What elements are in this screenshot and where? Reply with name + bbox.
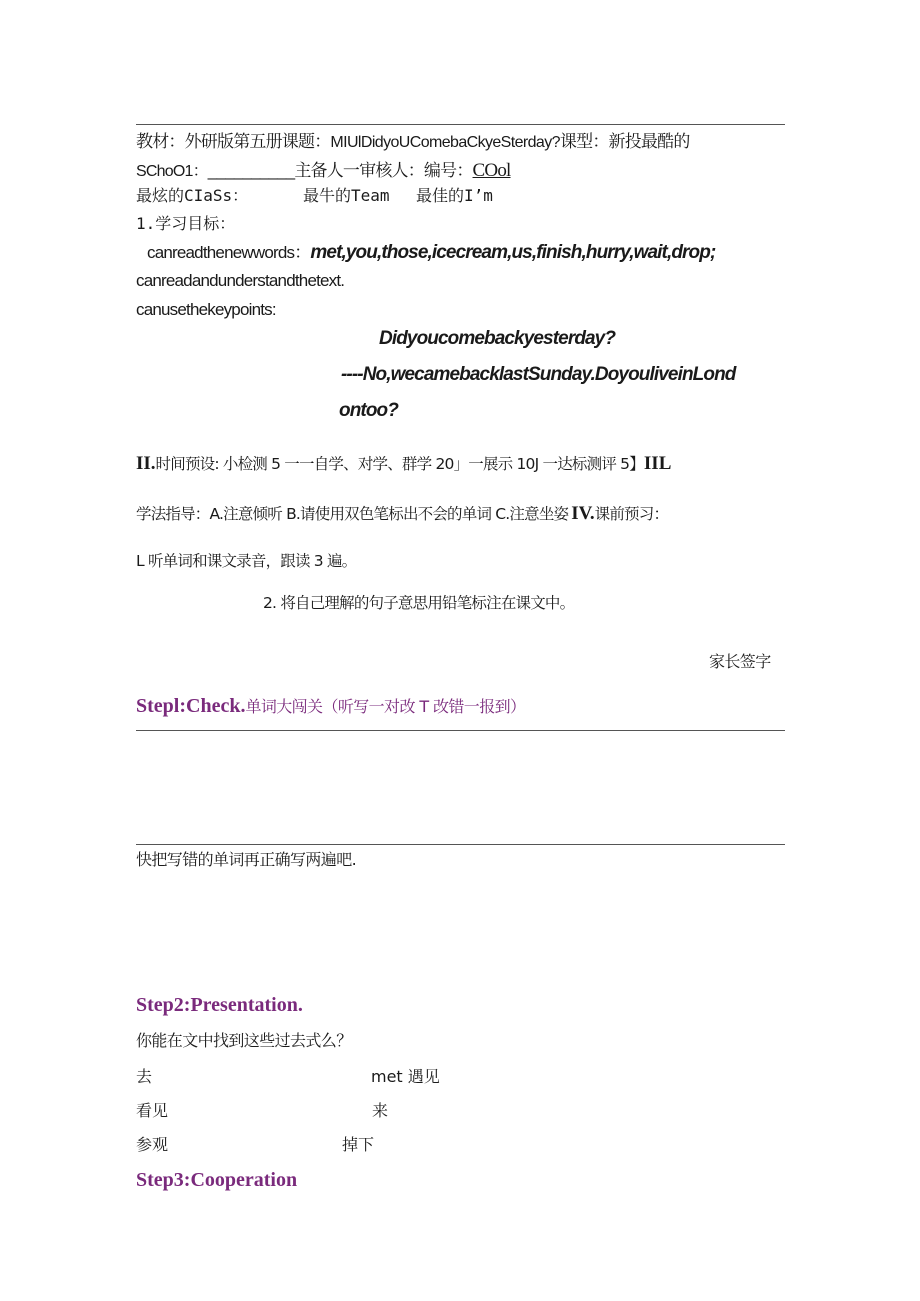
goals-line-1-prefix: canreadthenewwords： (147, 243, 311, 262)
roman-numeral-4: IV. (571, 503, 595, 524)
goals-heading: 1.学习目标： (136, 214, 236, 233)
step1-rewrite-instruction: 快把写错的单词再正确写两遍吧. (136, 850, 357, 869)
top-divider (136, 124, 785, 125)
key-point-1: Didyoucomebackyesterday? (379, 328, 616, 349)
class-label: 最炫的CIaSs： (136, 186, 249, 205)
new-words-list: met,you,those,icecream,us,finish,hurry,wait,drop; (310, 242, 716, 263)
step2-question: 你能在文中找到这些过去式么？ (136, 1031, 352, 1050)
method-text: 学法指导：A.注意倾听 B.请使用双色笔标出不会的单词 C.注意坐姿 (136, 505, 569, 523)
header-line-1 (136, 131, 690, 154)
me-label: 最佳的I’m (416, 186, 493, 205)
step3-title: Step3:Cooperation (136, 1169, 298, 1191)
team-label: 最牛的Team (303, 186, 390, 205)
school-blank: __________ (207, 161, 295, 180)
step2-title: Step2:Presentation. (136, 994, 303, 1016)
roles-label: 主备人一审核人：编号： (294, 161, 473, 181)
lesson-title: MIUlDidyoUComebaCkyeSterday? (330, 134, 560, 151)
roman-numeral-2: II. (136, 453, 156, 474)
past-tense-left-2: 看见 (136, 1101, 169, 1120)
preview-label: 课前预习： (594, 505, 669, 523)
preview-item-2: 2. 将自己理解的句子意思用铅笔标注在课文中。 (263, 594, 575, 612)
step1-title: Stepl:Check. (136, 695, 246, 717)
step1-divider-top (136, 730, 785, 731)
step1-subtitle: 单词大闯关（听写一对改 T 改错一报到） (245, 697, 526, 716)
goals-line-3: canusethekeypoints: (136, 300, 276, 319)
header-line-2 (136, 160, 511, 183)
textbook-label: 教材：外研版第五册课题： (136, 132, 331, 152)
method-line (136, 503, 668, 525)
timing-text: 时间预设: 小检测 5 一一自学、对学、群学 20」一展示 10J 一达标测评 5】 (155, 455, 644, 473)
lesson-type-label: 课型：新投最酷的 (559, 132, 690, 152)
past-tense-right-3: 掉下 (342, 1135, 375, 1154)
past-tense-left-1: 去 (136, 1067, 153, 1086)
past-tense-right-2: 来 (372, 1101, 389, 1120)
step1-divider-bottom (136, 844, 785, 845)
past-tense-right-1: met 遇见 (371, 1067, 440, 1086)
code-value: COol (472, 160, 511, 181)
step1-heading (136, 695, 525, 718)
past-tense-left-3: 参观 (136, 1135, 169, 1154)
school-label: SChoO1： (136, 163, 208, 180)
roman-numeral-3: IIL (643, 453, 672, 474)
header-line-3 (136, 185, 248, 207)
timing-line (136, 453, 671, 475)
key-point-2: ----No,wecamebacklastSunday.DoyouliveinLond (341, 364, 736, 385)
parent-signature-label: 家长签字 (709, 652, 771, 671)
goals-line-2: canreadandunderstandthetext. (136, 271, 345, 290)
preview-item-1: L 听单词和课文录音，跟读 3 遍。 (136, 552, 357, 570)
goals-line-1 (147, 242, 715, 264)
key-point-3: ontoo? (339, 400, 398, 421)
